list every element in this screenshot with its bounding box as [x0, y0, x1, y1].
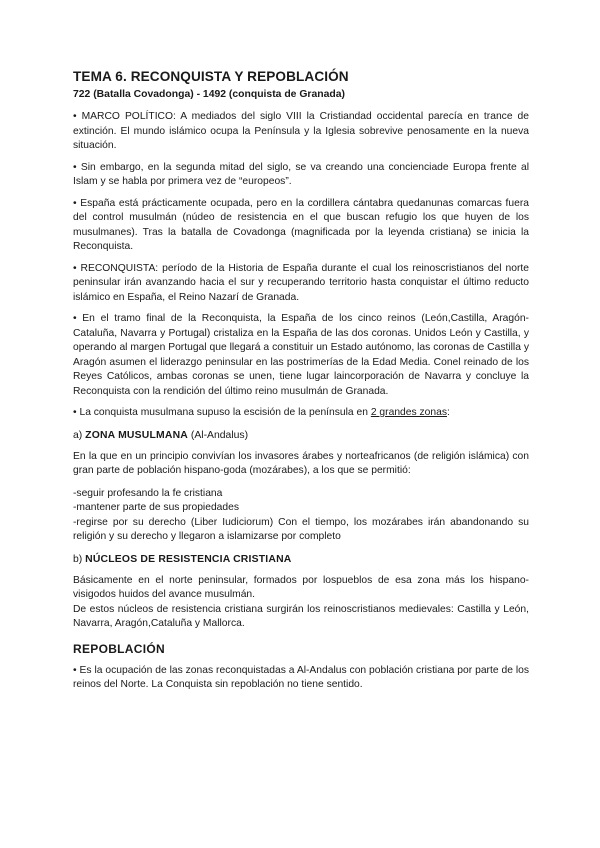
paragraph-nucleos-2: De estos núcleos de resistencia cristiana surgirán los reinoscristianos medievales: Castilla y León, Navarra, Aragón,Cataluña y Mallorca. [73, 603, 529, 629]
section-a-suffix: (Al-Andalus) [190, 429, 249, 441]
paragraph-marco-politico: • MARCO POLÍTICO: A mediados del siglo VIII la Cristiandad occidental parecía en trance de extinción. El mundo islámico ocupa la Península y la Iglesia sobrevive penosamente en la nueva situación. [73, 111, 529, 151]
zonas-underlined: 2 grandes zonas [370, 407, 447, 418]
paragraph-tramo-final: • En el tramo final de la Reconquista, la España de los cinco reinos (León,Castilla, Aragón-Cataluña, Navarra y Portugal) cristaliza en la España de las dos coronas. Unidos León y Castilla, y operando al margen Portugal que llegará a constituir un Estado autónomo, las coronas de Castilla y Aragón asumen el liderazgo peninsular en las postrimerías de la Edad Media. Conel reinado de los Reyes Católicos, ambas coronas se unen, tiene lugar laincorporación de Navarra y concluye la Reconquista con la rendición del último reino musulmán de Granada. [73, 313, 529, 397]
section-zona-musulmana [73, 429, 529, 443]
mozarabes-list [73, 487, 529, 545]
list-item: -seguir profesando la fe cristiana [73, 487, 223, 499]
zonas-colon: : [446, 407, 450, 418]
section-b-title: NÚCLEOS DE RESISTENCIA CRISTIANA [85, 553, 292, 565]
document-title: TEMA 6. RECONQUISTA Y REPOBLACIÓN [73, 69, 349, 84]
paragraph-reconquista-def: • RECONQUISTA: período de la Historia de España durante el cual los reinoscristianos del norte peninsular irán avanzando hacia el sur y recuperando territorio hasta conquistar el último reducto islámico en España, el Reino Nazarí de Granada. [73, 262, 529, 303]
paragraph-europa: • Sin embargo, en la segunda mitad del siglo, se va creando una concienciade Europa frente al Islam y se habla por primera vez de “europeos”. [73, 161, 529, 187]
list-item: -regirse por su derecho (Liber Iudiciorum) Con el tiempo, los mozárabes irán abandonando su religión y su derecho y llegaron a islamizarse por completo [73, 516, 529, 542]
zonas-intro: • La conquista musulmana supuso la escisión de la península en [73, 407, 368, 418]
section-a-title: ZONA MUSULMANA [85, 429, 188, 441]
document-subtitle: 722 (Batalla Covadonga) - 1492 (conquista de Granada) [73, 89, 345, 100]
paragraph-ocupacion: • España está prácticamente ocupada, pero en la cordillera cántabra quedanunas comarcas fuera del control musulmán (núdeo de resistencia en el que buscan refugio los que huyen de los musulmanes). Tras la batalla de Covadonga (magnificada por la leyenda cristiana) se inicia la Reconquista. [73, 197, 529, 252]
paragraph-repoblacion: • Es la ocupación de las zonas reconquistadas a Al-Andalus con población cristiana por parte de los reinos del Norte. La Conquista sin repoblación no tiene sentido. [73, 664, 529, 690]
paragraph-nucleos-1: Básicamente en el norte peninsular, formados por lospueblos de esa zona más los hispano-visigodos huidos del avance musulmán. [73, 574, 529, 600]
section-b-prefix: b) [73, 553, 83, 565]
section-repoblacion-title: REPOBLACIÓN [73, 641, 165, 656]
paragraph-zona-musulmana: En la que en un principio convivían los invasores árabes y norteafricanos (de religión islámica) con gran parte de población hispano-goda (mozárabes), a los que se permitió: [73, 450, 529, 476]
list-item: -mantener parte de sus propiedades [73, 502, 239, 513]
paragraph-zonas [73, 406, 529, 421]
section-nucleos-resistencia [73, 553, 529, 567]
section-a-prefix: a) [73, 429, 83, 441]
